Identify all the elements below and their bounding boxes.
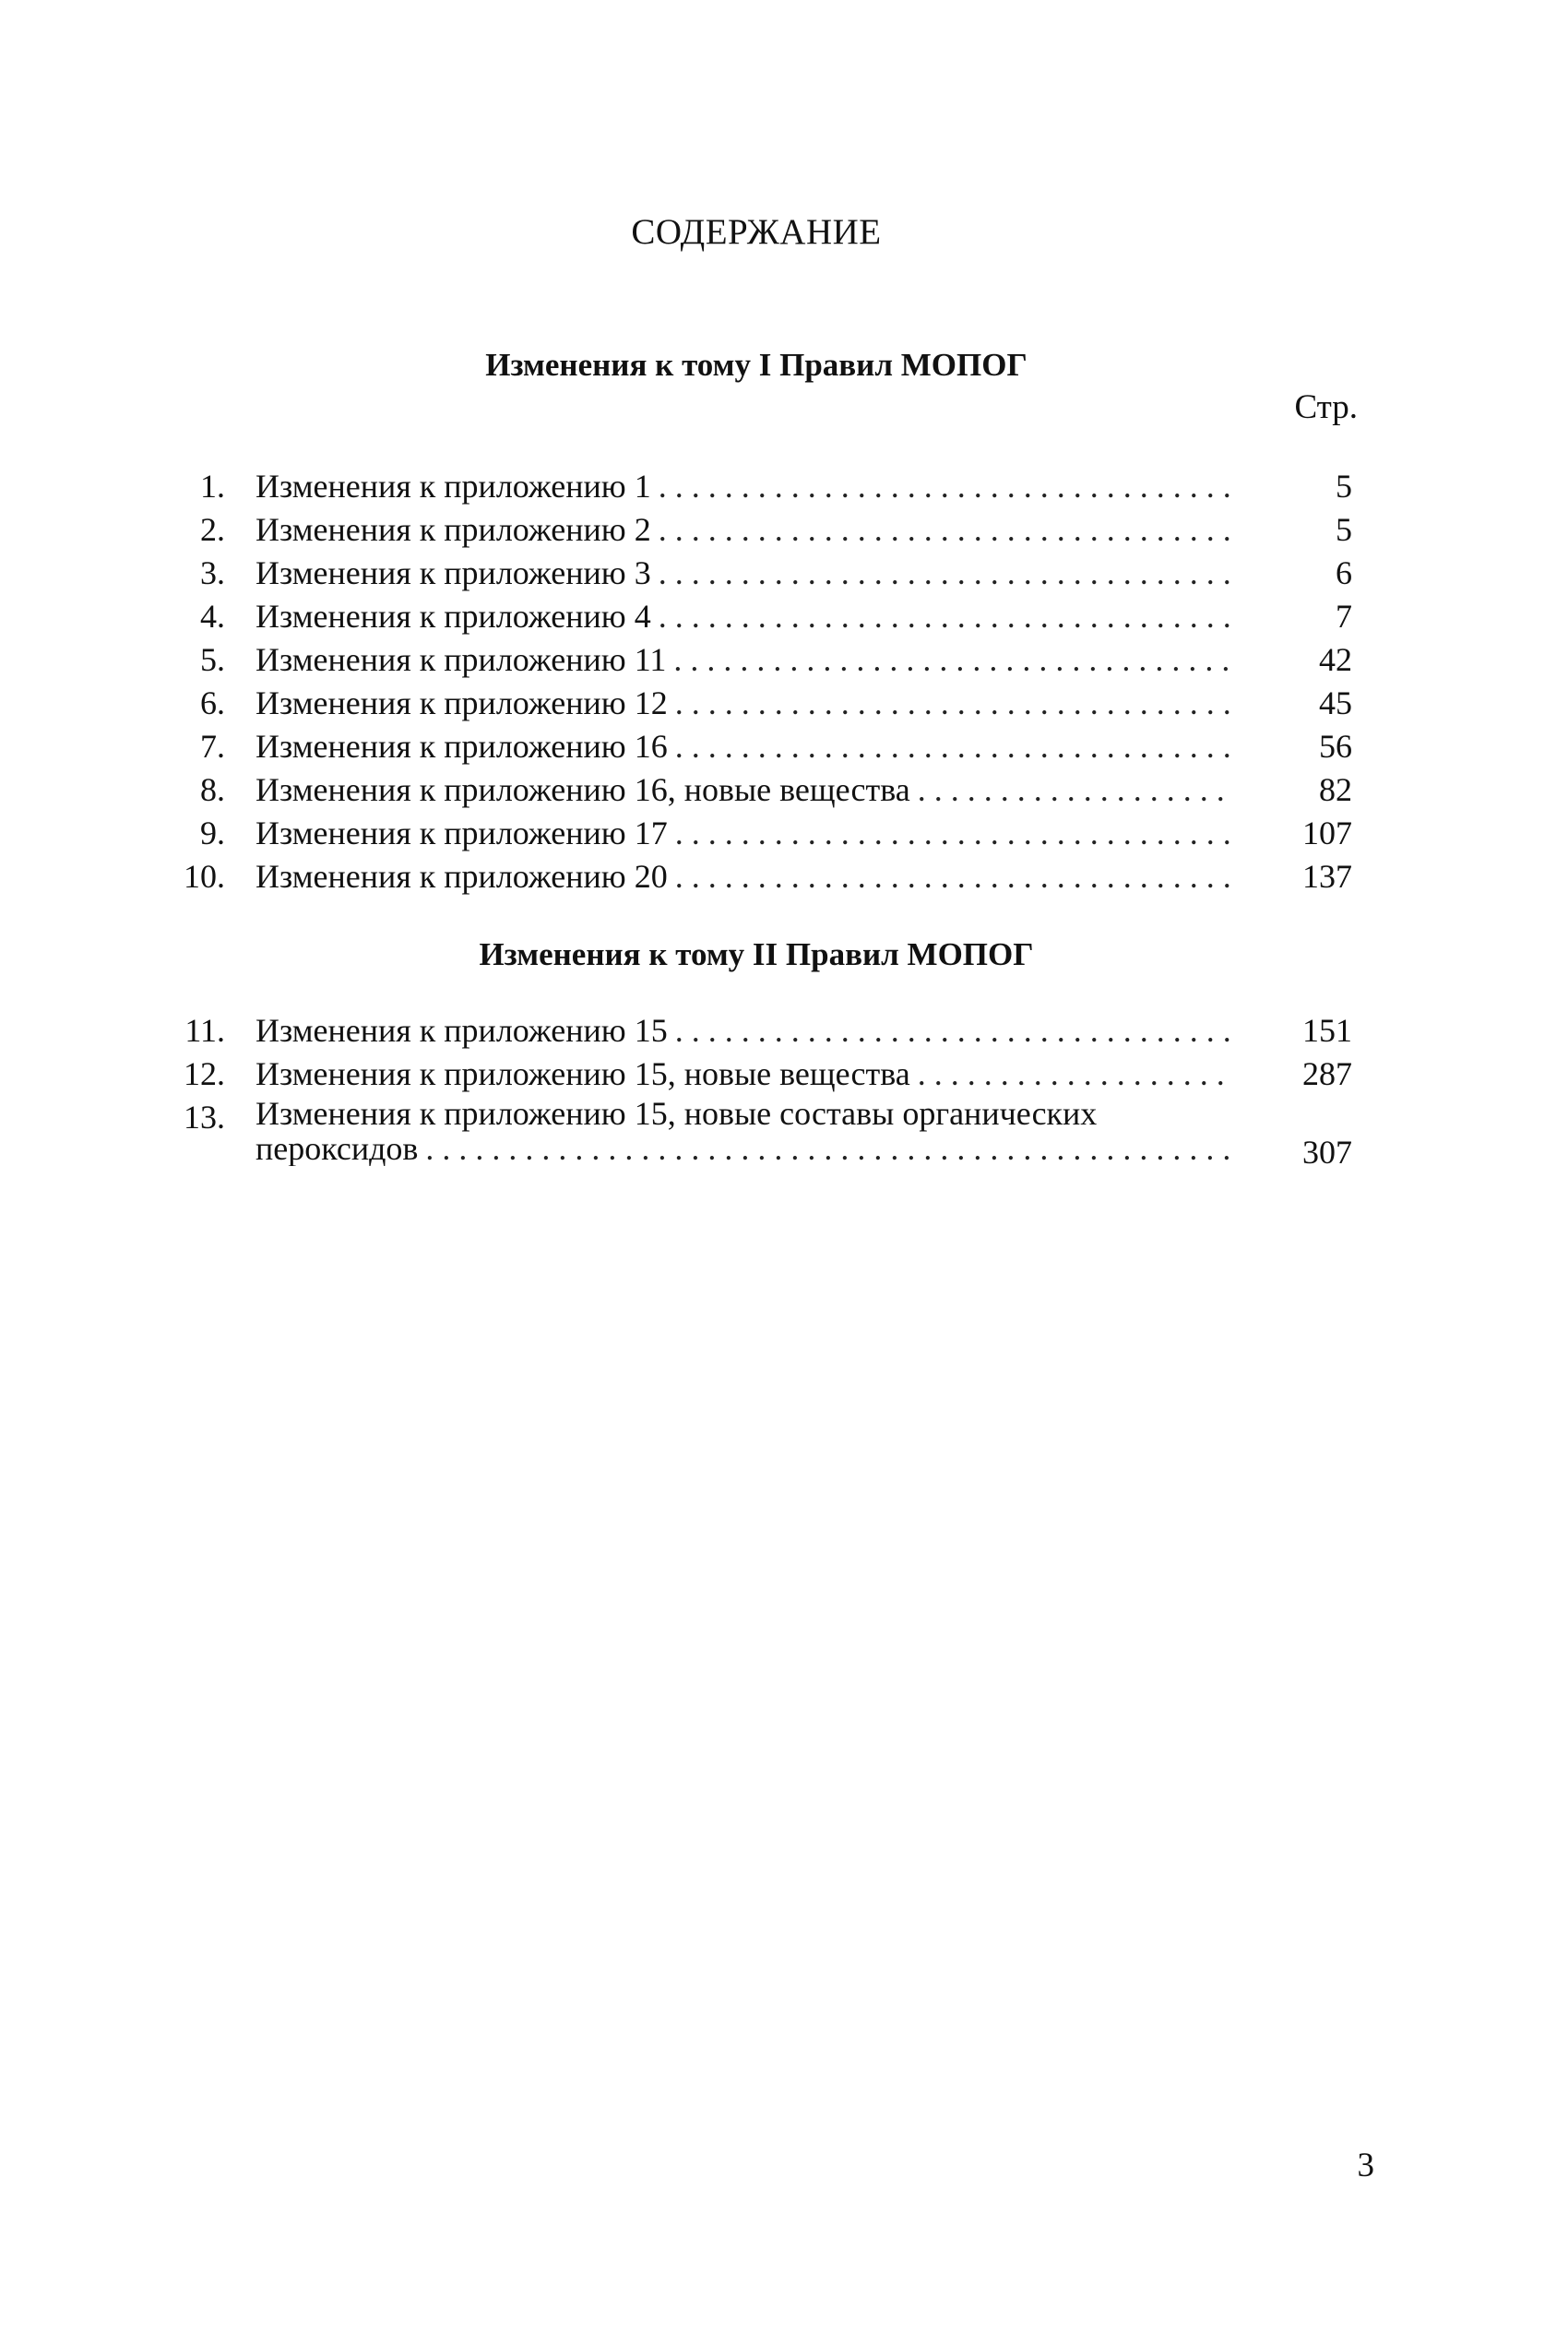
toc-entry-title: Изменения к приложению 11 <box>255 641 667 678</box>
toc-entry-page: 5 <box>1336 511 1352 548</box>
dot-leader <box>675 725 1230 768</box>
toc-entry[interactable] <box>0 1009 1568 1053</box>
dot-leader <box>918 768 1230 812</box>
toc-entry[interactable] <box>0 768 1568 812</box>
toc-list-volume-2 <box>0 1009 1568 1177</box>
toc-entry[interactable] <box>0 1053 1568 1096</box>
toc-entry-page: 82 <box>1319 771 1352 808</box>
toc-entry[interactable] <box>0 725 1568 768</box>
section-heading-volume-2: Изменения к тому II Правил МОПОГ <box>479 936 1034 972</box>
toc-entry[interactable] <box>0 1096 1568 1177</box>
toc-entry-page: 42 <box>1319 641 1352 678</box>
toc-entry[interactable] <box>0 508 1568 552</box>
toc-entry-title: Изменения к приложению 20 <box>255 858 668 895</box>
toc-entry-title: Изменения к приложению 15, новые вещества <box>255 1055 910 1092</box>
toc-entry-number: 12. <box>184 1055 225 1092</box>
toc-entry-number: 1. <box>200 468 225 505</box>
toc-entry-page: 151 <box>1302 1012 1352 1049</box>
dot-leader <box>425 1131 1230 1166</box>
dot-leader <box>675 682 1230 725</box>
toc-entry-page: 137 <box>1302 858 1352 895</box>
toc-entry-page: 307 <box>1302 1134 1352 1171</box>
toc-entry-number: 6. <box>200 684 225 721</box>
dot-leader <box>675 812 1230 855</box>
toc-entry[interactable] <box>0 812 1568 855</box>
toc-entry-number: 7. <box>200 728 225 765</box>
dot-leader <box>659 465 1230 508</box>
toc-entry[interactable] <box>0 855 1568 898</box>
toc-entry-title-continued: пероксидов <box>255 1131 419 1166</box>
toc-entry[interactable] <box>0 638 1568 682</box>
dot-leader <box>918 1053 1230 1096</box>
toc-entry-title: Изменения к приложению 2 <box>255 511 651 548</box>
dot-leader <box>675 855 1230 898</box>
toc-entry-title: Изменения к приложению 12 <box>255 684 668 721</box>
toc-entry-page: 5 <box>1336 468 1352 505</box>
toc-entry-page: 6 <box>1336 554 1352 591</box>
toc-entry-page: 107 <box>1302 815 1352 851</box>
dot-leader <box>659 552 1230 595</box>
toc-entry-number: 13. <box>184 1099 225 1136</box>
toc-entry-number: 5. <box>200 641 225 678</box>
toc-entry-page: 45 <box>1319 684 1352 721</box>
toc-entry-title: Изменения к приложению 16, новые вещества <box>255 771 910 808</box>
toc-entry[interactable] <box>0 552 1568 595</box>
toc-entry-number: 9. <box>200 815 225 851</box>
toc-entry[interactable] <box>0 595 1568 638</box>
toc-list-volume-1 <box>0 465 1568 898</box>
dot-leader <box>675 1009 1230 1053</box>
section-heading-volume-1: Изменения к тому I Правил МОПОГ <box>485 347 1028 383</box>
toc-entry-title: Изменения к приложению 1 <box>255 468 651 505</box>
toc-entry-title: Изменения к приложению 16 <box>255 728 668 765</box>
toc-entry-number: 8. <box>200 771 225 808</box>
toc-entry-page: 7 <box>1336 598 1352 635</box>
toc-entry-number: 2. <box>200 511 225 548</box>
dot-leader <box>659 595 1230 638</box>
toc-entry-number: 11. <box>184 1012 225 1049</box>
toc-entry-page: 56 <box>1319 728 1352 765</box>
toc-entry-number: 4. <box>200 598 225 635</box>
toc-entry-title: Изменения к приложению 3 <box>255 554 651 591</box>
toc-entry[interactable] <box>0 465 1568 508</box>
page-number: 3 <box>1357 2147 1374 2184</box>
toc-entry-title: Изменения к приложению 15, новые составы органических <box>255 1096 1098 1132</box>
toc-entry-title: Изменения к приложению 4 <box>255 598 651 635</box>
toc-entry-title: Изменения к приложению 15 <box>255 1012 668 1049</box>
toc-entry-page: 287 <box>1302 1055 1352 1092</box>
toc-entry-number: 10. <box>184 858 225 895</box>
page-title: СОДЕРЖАНИЕ <box>631 212 882 252</box>
dot-leader <box>659 508 1230 552</box>
dot-leader <box>673 638 1230 682</box>
toc-entry-title: Изменения к приложению 17 <box>255 815 668 851</box>
toc-entry-number: 3. <box>200 554 225 591</box>
page-column-label: Стр. <box>1294 388 1358 426</box>
toc-entry[interactable] <box>0 682 1568 725</box>
